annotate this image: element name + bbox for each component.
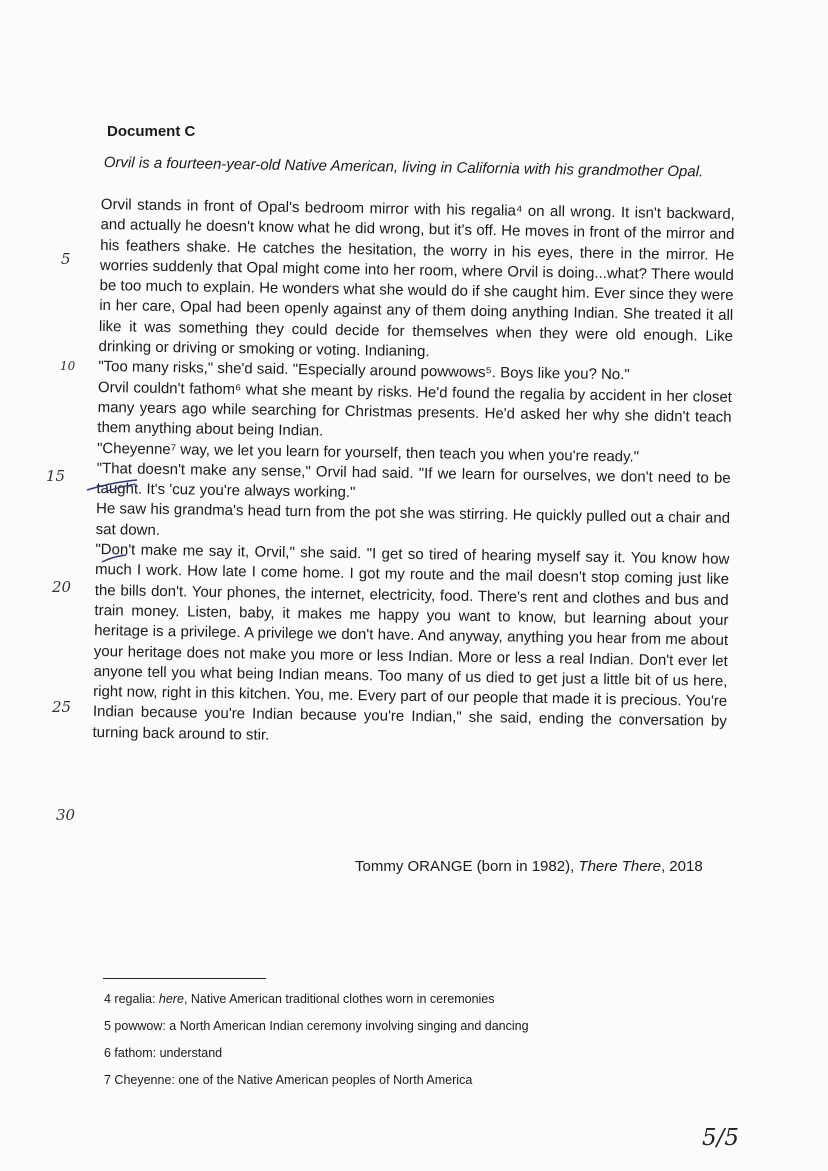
- document-title: Document C: [107, 123, 196, 140]
- paragraph: "That doesn't make any sense," Orvil had said. "If we learn for ourselves, we don't need to be taught. It's 'cuz you're always working.": [96, 459, 731, 502]
- pen-underline-mark: [100, 552, 130, 566]
- citation-work: There There: [578, 858, 661, 875]
- line-number: 30: [56, 806, 76, 824]
- citation-author: Tommy ORANGE (born in 1982),: [355, 858, 579, 875]
- citation-year: , 2018: [660, 858, 703, 875]
- line-number: 25: [52, 698, 72, 716]
- paragraph: Orvil stands in front of Opal's bedroom mirror with his regalia⁴ on all wrong. It isn't backward, and actually he doesn't know what he did wrong, but it's off. He moves in front of the mirror and his feathers shake. He catches the hesitation, the worry in his eyes, there in the mirror. He worries suddenly that Opal might come into her room, where Orvil is doing...what? There would be too much to explain. He wonders what she would do if she caught him. Ever since they were in her care, Opal had been openly against any of them doing anything Indian. She treated it all like it was something they could decide for themselves when they were old enough. Like drinking or driving or smoking or voting. Indianing.: [98, 195, 735, 361]
- footnote: 6 fathom: understand: [104, 1046, 223, 1060]
- line-number: 5: [61, 250, 71, 268]
- paragraph: He saw his grandma's head turn from the pot she was stirring. He quickly pulled out a chair and sat down.: [95, 500, 731, 539]
- paragraph: "Don't make me say it, Orvil," she said. "I get so tired of hearing myself say it. You know how much I work. How late I come home. I got my route and the mail doesn't stop coming just like the bills don't. Your phones, the internet, electricity, food. There's rent and clothes and bus and train money. Listen, baby, it makes me happy you want to know, but learning about your heritage is a privilege. A privilege we don't have. And anyway, anything you hear from me about your heritage does not make you more or less Indian. More or less a real Indian. Don't ever let anyone tell you what being Indian means. Too many of us died to get just a little bit of us here, right now, right in this kitchen. You, me. Every part of our people that made it is precious. You're Indian because you're Indian because you're Indian," she said, ending the conversation by turning back around to stir.: [92, 541, 730, 744]
- citation: [355, 858, 703, 875]
- intro-text: Orvil is a fourteen-year-old Native American, living in California with his grandmother Opal.: [103, 153, 704, 181]
- paragraph: Orvil couldn't fathom⁶ what she meant by risks. He'd found the regalia by accident in her closet many years ago while searching for Christmas presents. He'd asked her why she didn't teach them anything about being Indian.: [97, 378, 733, 440]
- paragraph: "Too many risks," she'd said. "Especially around powwows⁵. Boys like you? No.": [98, 358, 630, 384]
- footnotes: [104, 990, 704, 1098]
- footnote: 4 regalia: here, Native American traditional clothes worn in ceremonies: [104, 992, 495, 1006]
- pen-underline-mark: [85, 476, 145, 496]
- line-number: 15: [46, 467, 66, 485]
- line-number: 10: [60, 359, 76, 373]
- footnote: 7 Cheyenne: one of the Native American peoples of North America: [104, 1073, 473, 1087]
- footnote-divider: [103, 978, 266, 979]
- handwritten-grade: 5/5: [702, 1125, 740, 1151]
- passage-body: [92, 195, 735, 753]
- footnote: 5 powwow: a North American Indian ceremony involving singing and dancing: [104, 1019, 529, 1033]
- line-number: 20: [52, 578, 72, 596]
- paragraph: "Cheyenne⁷ way, we let you learn for yourself, then teach you when you're ready.": [96, 439, 640, 466]
